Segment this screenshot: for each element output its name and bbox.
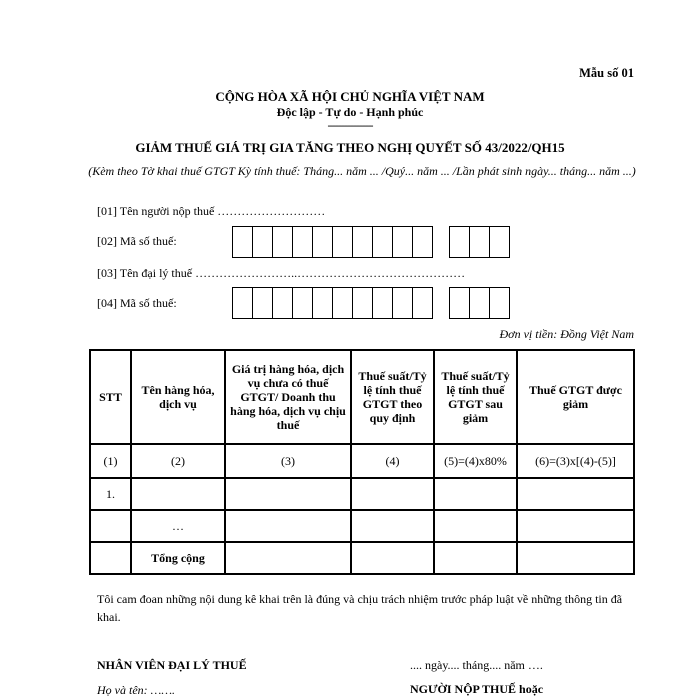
table-cell[interactable] [517,478,634,510]
header-reduced-rate: Thuế suất/Tỷ lệ tính thuế GTGT sau giảm [434,350,517,444]
col-number: (6)=(3)x[(4)-(5)] [517,444,634,478]
form-number: Mẫu số 01 [579,66,634,80]
header-reduced-tax: Thuế GTGT được giảm [517,350,634,444]
taxpayer-name-field: [01] Tên người nộp thuế ……………………… [97,204,326,218]
table-cell[interactable] [434,510,517,542]
table-row [90,510,634,542]
tax-code-label: [02] Mã số thuế: [97,234,177,248]
col-number: (2) [131,444,225,478]
tax-code-suffix-boxes[interactable] [449,226,510,258]
table-cell[interactable] [131,478,225,510]
col-number: (3) [225,444,351,478]
table-cell[interactable]: … [131,510,225,542]
table-cell[interactable] [434,478,517,510]
col-number: (5)=(4)x80% [434,444,517,478]
full-name-field: Họ và tên: ……. [97,683,175,697]
taxpayer-signature-heading: NGƯỜI NỘP THUẾ hoặc [410,682,544,696]
table-cell[interactable] [434,542,517,574]
table-cell[interactable] [225,478,351,510]
table-cell[interactable] [351,510,434,542]
currency-unit: Đơn vị tiền: Đồng Việt Nam [499,327,634,341]
table-row [90,478,634,510]
nation-heading: CỘNG HÒA XÃ HỘI CHỦ NGHĨA VIỆT NAM [215,89,485,104]
table-cell[interactable]: 1. [90,478,131,510]
agent-name-field: [03] Tên đại lý thuế ……………………..…………………………………… [97,266,466,280]
total-row [90,542,634,574]
table-cell[interactable] [90,510,131,542]
table-cell[interactable] [351,478,434,510]
header-rate: Thuế suất/Tỷ lệ tính thuế GTGT theo quy định [351,350,434,444]
document-subtitle: (Kèm theo Tờ khai thuế GTGT Kỳ tính thuế: Tháng... năm ... /Quý... năm ... /Lần phát sinh ngày... tháng... năm ...) [88,164,636,178]
table-cell[interactable] [517,542,634,574]
tax-reduction-table [89,349,635,575]
agent-tax-code-label: [04] Mã số thuế: [97,296,177,310]
table-cell[interactable] [225,542,351,574]
table-cell[interactable] [90,542,131,574]
separator: --------------- [327,118,373,132]
agent-tax-code-boxes[interactable] [232,287,433,319]
table-cell[interactable] [225,510,351,542]
table-cell[interactable] [351,542,434,574]
table-header-row [90,350,634,444]
header-goods-name: Tên hàng hóa, dịch vụ [131,350,225,444]
total-label: Tổng cộng [131,542,225,574]
table-cell[interactable] [517,510,634,542]
date-line: .... ngày.... tháng.... năm …. [410,658,543,672]
header-stt: STT [90,350,131,444]
motto: Độc lập - Tự do - Hạnh phúc [276,105,424,119]
col-number: (1) [90,444,131,478]
column-number-row [90,444,634,478]
declaration-text: Tôi cam đoan những nội dung kê khai trên là đúng và chịu trách nhiệm trước pháp luật về những thông tin đã khai. [97,592,623,624]
document-title: GIẢM THUẾ GIÁ TRỊ GIA TĂNG THEO NGHỊ QUYẾT SỐ 43/2022/QH15 [135,140,565,155]
tax-code-boxes[interactable] [232,226,433,258]
agent-staff-heading: NHÂN VIÊN ĐẠI LÝ THUẾ [97,658,247,672]
agent-tax-code-suffix-boxes[interactable] [449,287,510,319]
header-value: Giá trị hàng hóa, dịch vụ chưa có thuế GTGT/ Doanh thu hàng hóa, dịch vụ chịu thuế [225,350,351,444]
col-number: (4) [351,444,434,478]
